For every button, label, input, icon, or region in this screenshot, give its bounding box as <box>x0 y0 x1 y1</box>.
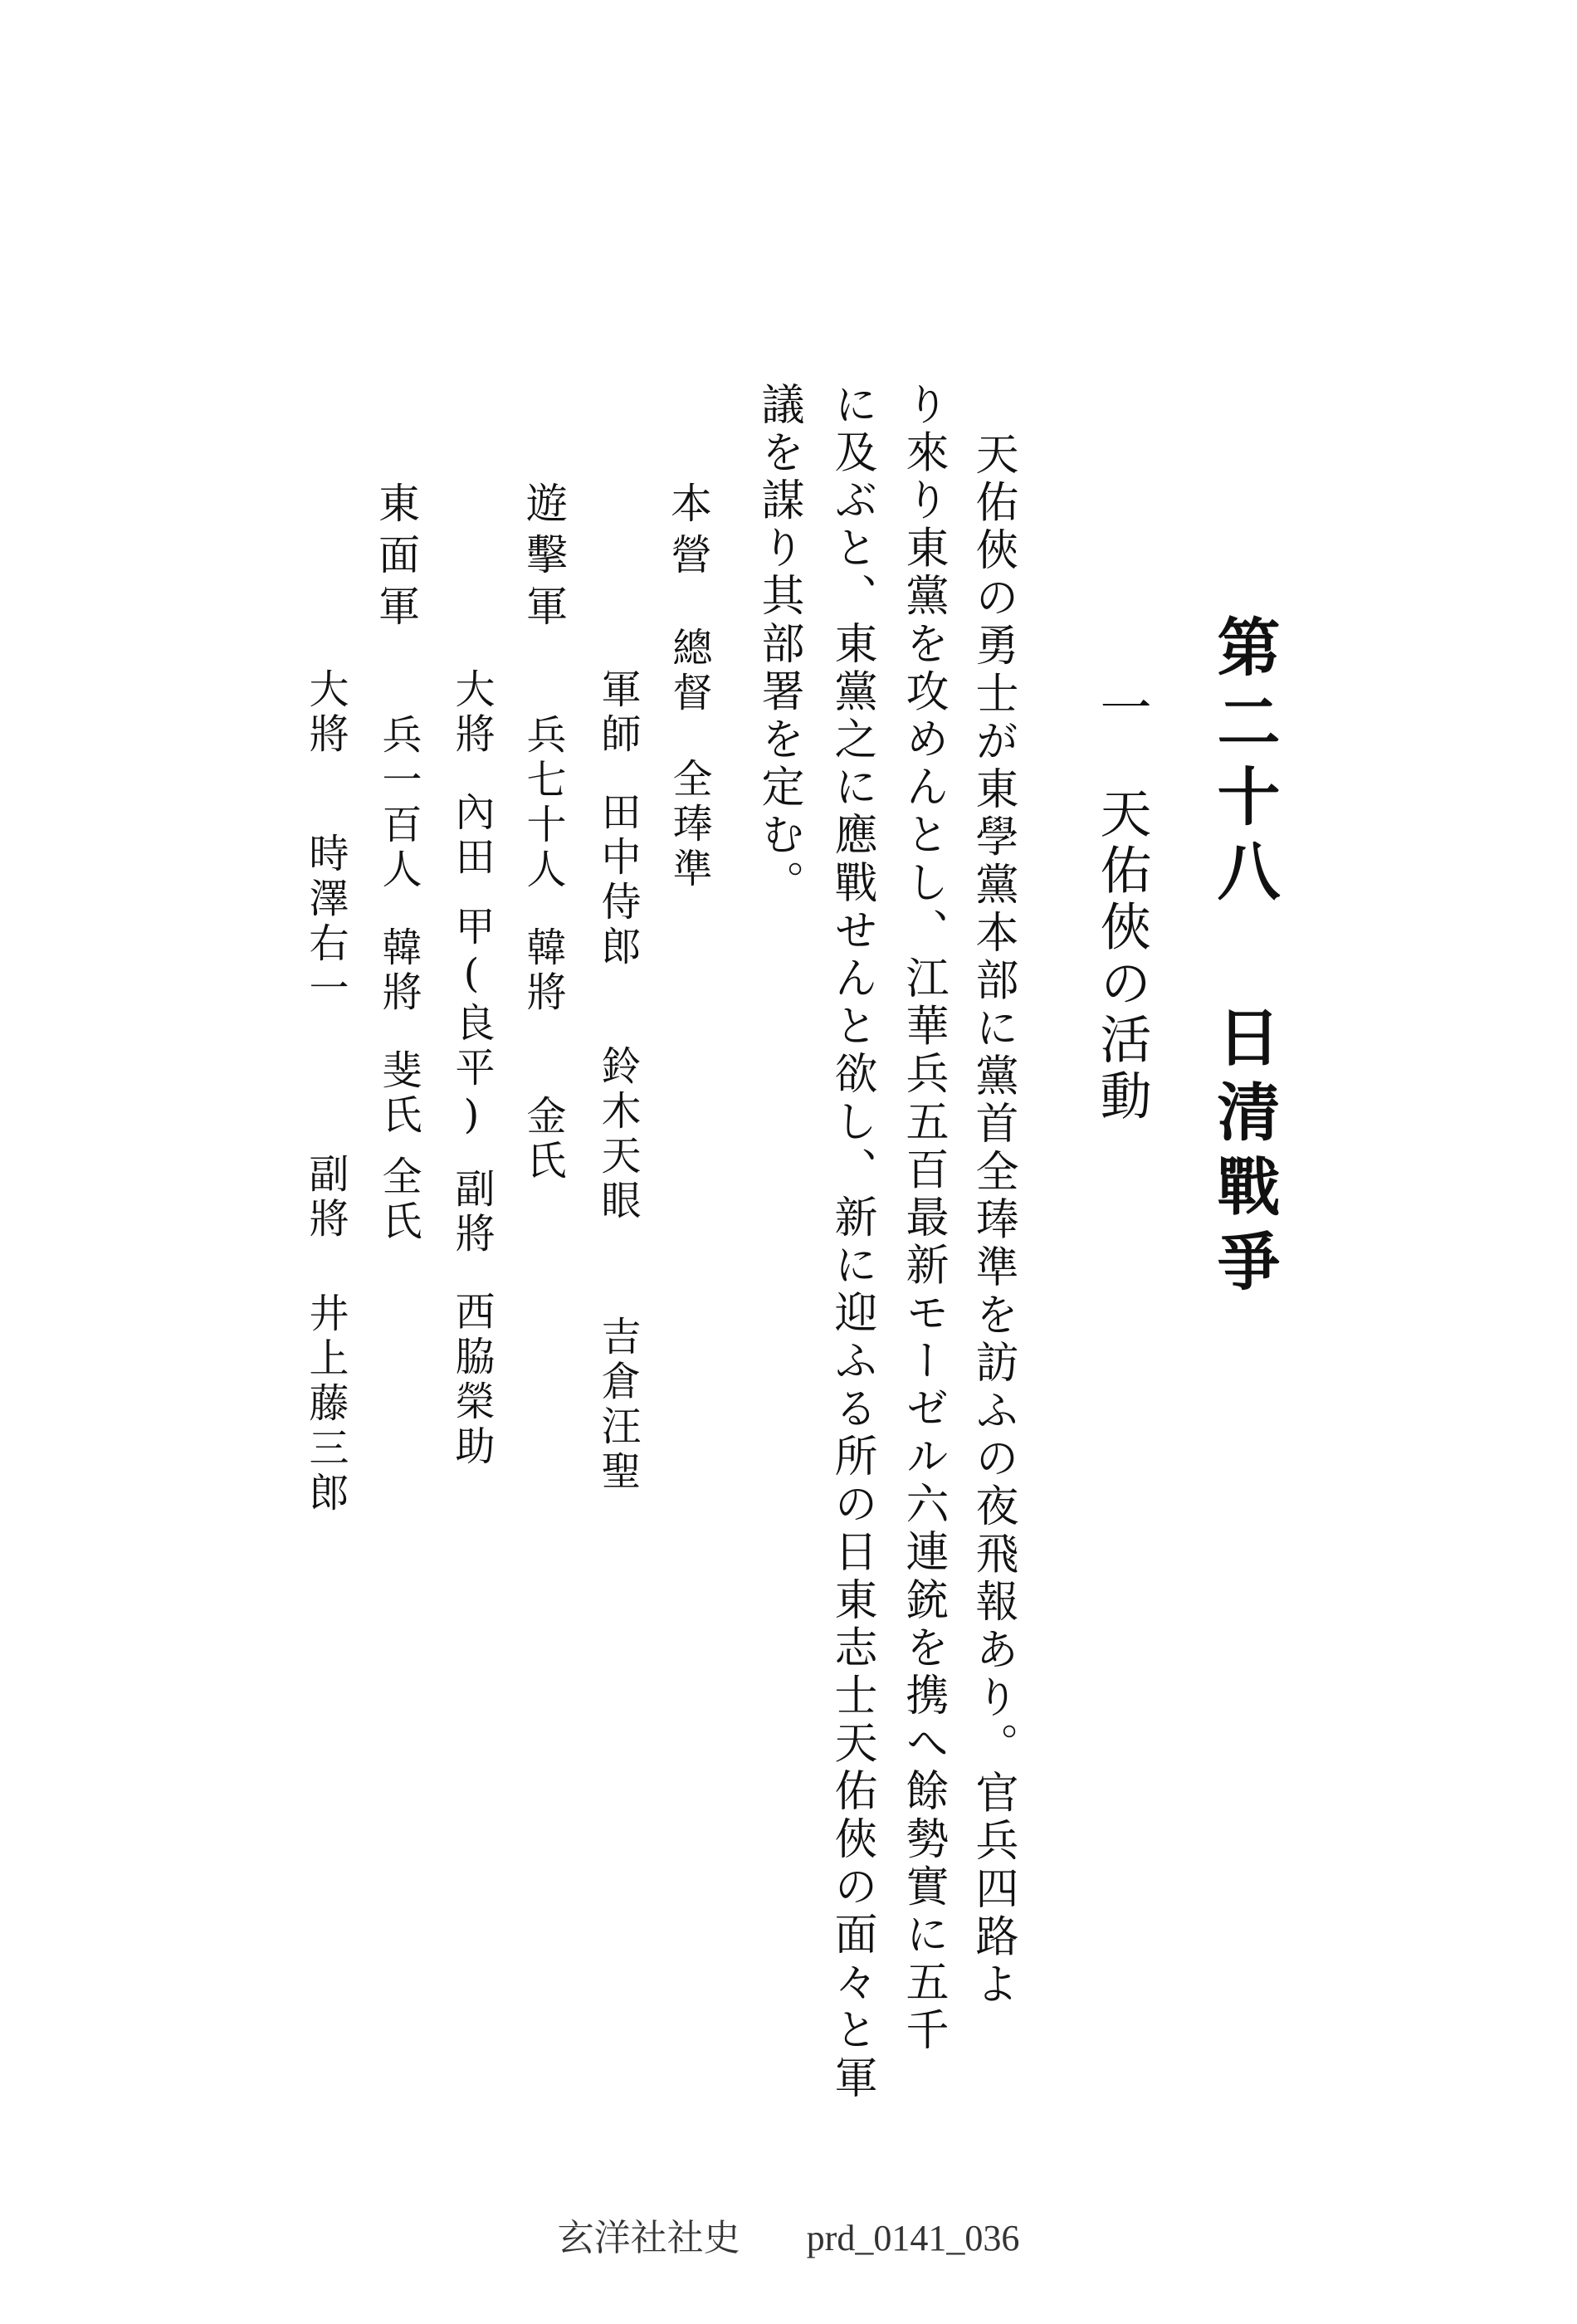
honei-commander <box>666 627 712 892</box>
paragraph-line-3: に及ぶと、東黨之に應戰せんと欲し、新に迎ふる所の日東志士天佑俠の面々と軍 <box>827 382 876 2103</box>
section-heading <box>1091 681 1152 1125</box>
honei-advisors <box>594 668 641 1495</box>
paragraph-line-1: 天佑俠の勇士が東學黨本部に黨首全琫準を訪ふの夜飛報あり。官兵四路よ <box>968 432 1018 2009</box>
honei-advisor-1: 田中侍郎 <box>594 791 641 970</box>
footer <box>0 2208 1577 2261</box>
unit-honei-name: 本營 <box>664 481 712 584</box>
tomengun-troop-count: 兵一百人 <box>375 714 422 893</box>
yugekigun-officers <box>448 668 495 1470</box>
footer-source: 玄洋社社史 <box>557 2218 740 2258</box>
unit-yugekigun-name: 遊擊軍 <box>520 481 568 636</box>
tomengun-general-name: 時澤右一 <box>302 832 349 1012</box>
tomengun-general-label: 大將 <box>302 668 349 758</box>
chapter-heading <box>1207 614 1281 1303</box>
yugekigun-troop-count: 兵七十人 <box>520 714 566 893</box>
tomengun-vice-general-name: 井上藤三郎 <box>302 1292 349 1516</box>
paragraph-line-4: 議を謀り其部署を定む。 <box>754 382 803 908</box>
chapter-number: 第二十八 <box>1207 614 1281 913</box>
unit-tomengun-name: 東面軍 <box>372 481 420 636</box>
honei-advisor-2: 鈴木天眼 <box>594 1045 641 1224</box>
yugekigun-general-alias: 甲(良平) <box>448 906 495 1143</box>
tomengun-troops <box>375 714 422 1245</box>
honei-advisor-3: 吉倉汪聖 <box>594 1316 641 1495</box>
chapter-title: 日清戰爭 <box>1207 1004 1281 1303</box>
tomengun-korean-general-name-1: 斐氏 <box>375 1049 422 1139</box>
yugekigun-general-name: 內田 <box>448 791 495 881</box>
tomengun-officers <box>302 668 349 1516</box>
honei-commander-name: 全琫準 <box>666 758 712 892</box>
tomengun-korean-general-name-2: 全氏 <box>375 1155 422 1245</box>
yugekigun-troops <box>520 714 566 1184</box>
section-title: 天佑俠の活動 <box>1091 787 1152 1125</box>
yugekigun-vice-general-label: 副將 <box>448 1168 495 1257</box>
yugekigun-vice-general-name: 西脇榮助 <box>448 1291 495 1470</box>
yugekigun-korean-general-label: 韓將 <box>520 926 566 1016</box>
honei-commander-label: 總督 <box>666 627 712 716</box>
tomengun-vice-general-label: 副將 <box>302 1153 349 1243</box>
section-number: 一 <box>1091 681 1152 737</box>
yugekigun-korean-general-name: 金氏 <box>520 1095 566 1184</box>
paragraph-line-2: り來り東黨を攻めんとし、江華兵五百最新モーゼル六連銃を携へ餘勢實に五千 <box>898 382 948 2055</box>
yugekigun-general-label: 大將 <box>448 668 495 758</box>
footer-id: prd_0141_036 <box>806 2218 1020 2258</box>
honei-advisor-label: 軍師 <box>594 668 641 758</box>
tomengun-korean-general-label: 韓將 <box>375 926 422 1016</box>
